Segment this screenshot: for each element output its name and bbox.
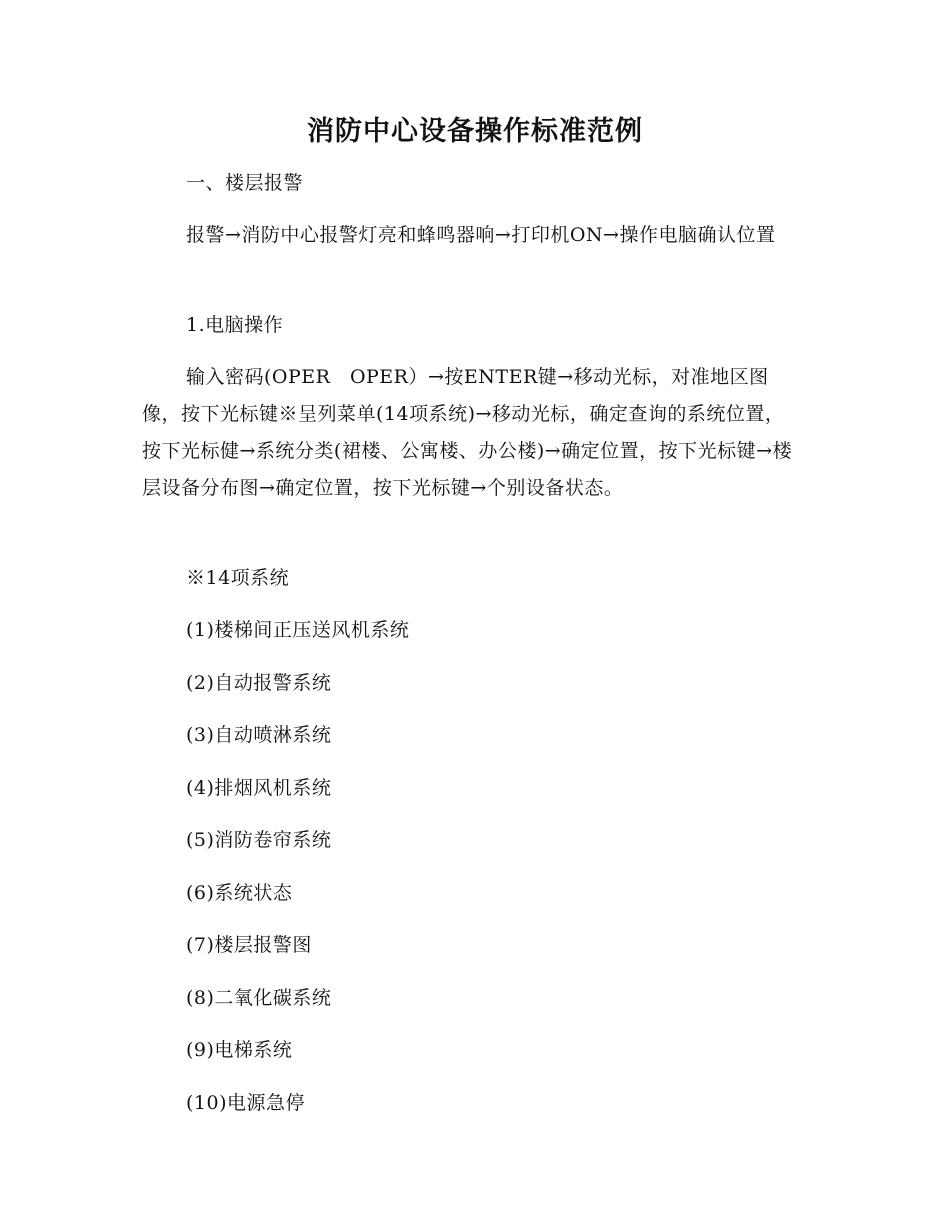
system-list-item: (5)消防卷帘系统: [186, 829, 332, 851]
alarm-flow-paragraph: 报警→消防中心报警灯亮和蜂鸣器响→打印机ON→操作电脑确认位置: [186, 224, 776, 246]
subsection-heading-computer-operation: 1.电脑操作: [186, 314, 284, 336]
system-list-item: (4)排烟风机系统: [186, 777, 332, 799]
computer-steps-paragraph: 输入密码(OPER OPER）→按ENTER键→移动光标，对准地区图像，按下光标键※呈列菜单(14项系统)→移动光标，确定查询的系统位置，按下光标健→系统分类(裙楼、公寓楼、办公楼)→确定位置，按下光标键→楼层设备分布图→确定位置，按下光标键→个别设备状态。: [142, 366, 793, 499]
system-list-item: (10)电源急停: [186, 1092, 306, 1114]
document-title: 消防中心设备操作标准范例: [307, 116, 643, 147]
system-list-item: (9)电梯系统: [186, 1039, 293, 1061]
system-list-item: (8)二氧化碳系统: [186, 987, 332, 1009]
system-list-item: (7)楼层报警图: [186, 934, 312, 956]
section-heading-floor-alarm: 一、楼层报警: [186, 172, 304, 194]
system-list-item: (3)自动喷淋系统: [186, 724, 332, 746]
system-list-item: (2)自动报警系统: [186, 672, 332, 694]
system-list-item: (1)楼梯间正压送风机系统: [186, 619, 410, 641]
systems-heading: ※14项系统: [186, 567, 290, 589]
system-list-item: (6)系统状态: [186, 882, 293, 904]
